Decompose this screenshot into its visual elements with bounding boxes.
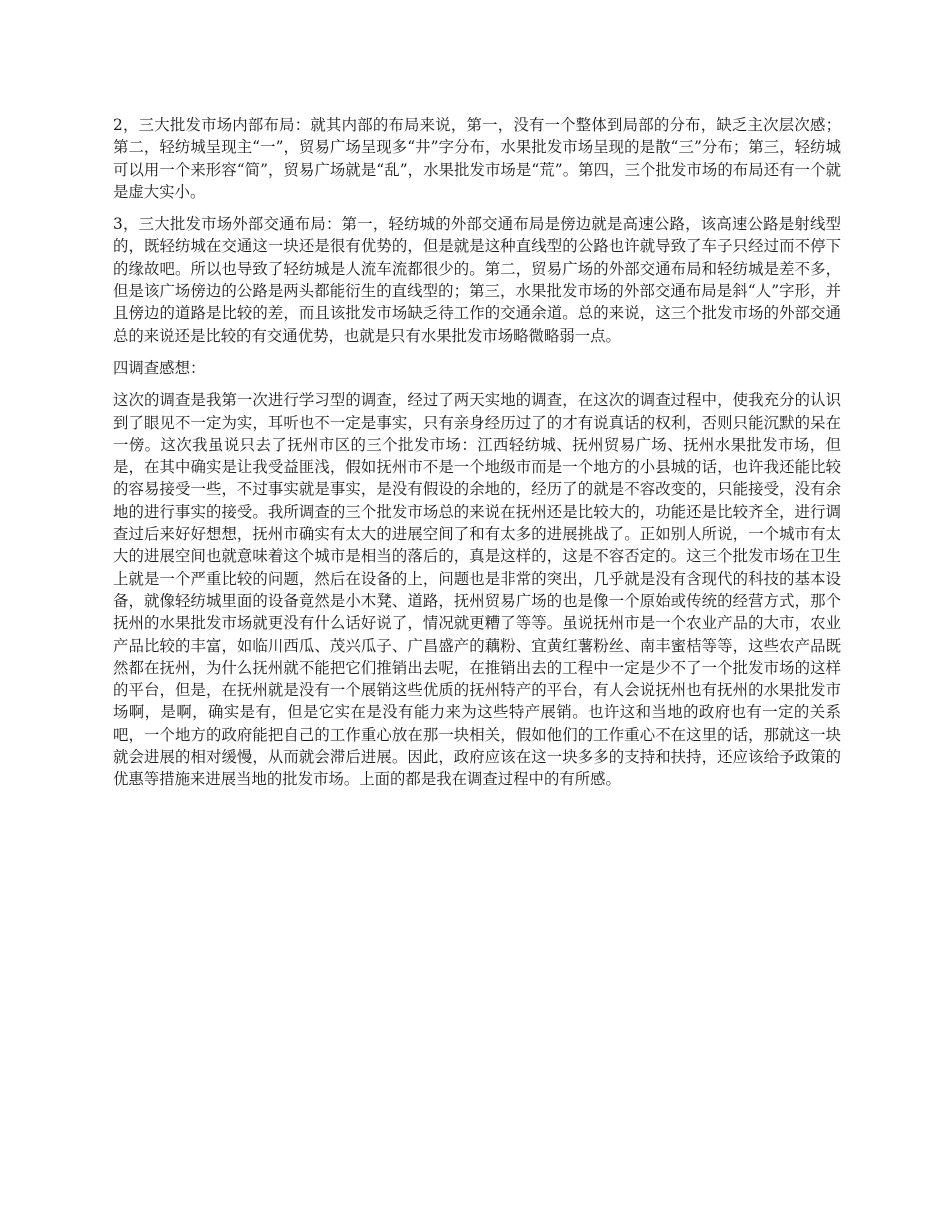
paragraph-reflection: 这次的调查是我第一次进行学习型的调查，经过了两天实地的调查，在这次的调查过程中，使我充分的认识到了眼见不一定为实，耳听也不一定是事实，只有亲身经历过了的才有说真话的权利，否则只能沉默的呆在一傍。这次我虽说只去了抚州市区的三个批发市场：江西轻纺城、抚州贸易广场、抚州水果批发市场，但是，在其中确实是让我受益匪浅，假如抚州市不是一个地级市而是一个地方的小县城的话，也许我还能比较的容易接受一些，不过事实就是事实，是没有假设的余地的，经历了的就是不容改变的，只能接受，没有余地的进行事实的接受。我所调查的三个批发市场总的来说在抚州还是比较大的，功能还是比较齐全，进行调查过后来好好想想，抚州市确实有太大的进展空间了和有太多的进展挑战了。正如别人所说，一个城市有太大的进展空间也就意味着这个城市是相当的落后的，真是这样的，这是不容否定的。这三个批发市场在卫生上就是一个严重比较的问题，然后在设备的上，问题也是非常的突出，几乎就是没有含现代的科技的基本设备，就像轻纺城里面的设备竟然是小木凳、道路，抚州贸易广场的也是像一个原始或传统的经营方式，那个抚州的水果批发市场就更没有什么话好说了，情况就更糟了等等。虽说抚州市是一个农业产品的大市，农业产品比较的丰富，如临川西瓜、茂兴瓜子、广昌盛产的藕粉、宜黄红薯粉丝、南丰蜜桔等等，这些农产品既然都在抚州，为什么抚州就不能把它们推销出去呢，在推销出去的工程中一定是少不了一个批发市场的这样的平台，但是，在抚州就是没有一个展销这些优质的抚州特产的平台，有人会说抚州也有抚州的水果批发市场啊，是啊，确实是有，但是它实在是没有能力来为这些特产展销。也许这和当地的政府也有一定的关系吧，一个地方的政府能把自己的工作重心放在那一块相关，假如他们的工作重心不在这里的话，那就这一块就会进展的相对缓慢，从而就会滞后进展。因此，政府应该在这一块多多的支持和扶持，还应该给予政策的优惠等措施来进展当地的批发市场。上面的都是我在调查过程中的有所感。 xyxy=(113,391,841,789)
paragraph-external-traffic: 3，三大批发市场外部交通布局：第一，轻纺城的外部交通布局是傍边就是高速公路，该高速公路是射线型的，既轻纺城在交通这一块还是很有优势的，但是就是这种直线型的公路也许就导致了车子只经过而不停下的缘故吧。所以也导致了轻纺城是人流车流都很少的。第二，贸易广场的外部交通布局和轻纺城是差不多，但是该广场傍边的公路是两头都能衍生的直线型的；第三，水果批发市场的外部交通布局是斜“人”字形，并且傍边的道路是比较的差，而且该批发市场缺乏待工作的交通余道。总的来说，这三个批发市场的外部交通总的来说还是比较的有交通优势，也就是只有水果批发市场略微略弱一点。 xyxy=(113,215,841,345)
section-heading: 四调查感想： xyxy=(113,358,206,377)
paragraph-internal-layout: 2，三大批发市场内部布局：就其内部的布局来说，第一，没有一个整体到局部的分布，缺乏主次层次感；第二，轻纺城呈现主“一”，贸易广场呈现多“井”字分布，水果批发市场呈现的是散“三”分布；第三，轻纺城可以用一个来形容“简”，贸易广场就是“乱”，水果批发市场是“荒”。第四，三个批发市场的布局还有一个就是虚大实小。 xyxy=(113,116,841,201)
document-body xyxy=(113,114,841,801)
